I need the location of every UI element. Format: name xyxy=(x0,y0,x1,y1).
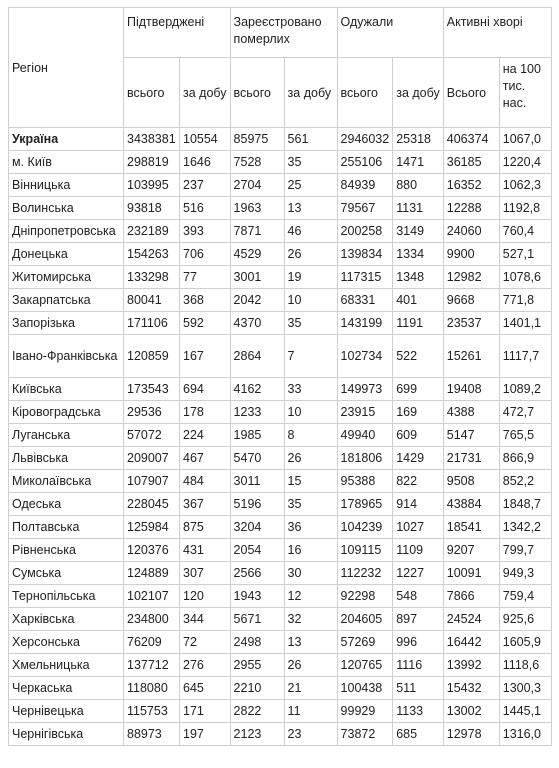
table-row xyxy=(9,654,552,677)
deaths-per-day-cell: 11 xyxy=(284,700,337,723)
table-row xyxy=(9,562,552,585)
deaths-total-cell: 2042 xyxy=(230,289,284,312)
deaths-per-day-cell: 35 xyxy=(284,151,337,174)
header-deaths-per-day: за добу xyxy=(284,58,337,128)
active-total-cell: 24060 xyxy=(443,220,499,243)
recovered-per-day-cell: 511 xyxy=(393,677,444,700)
table-row xyxy=(9,631,552,654)
deaths-total-cell: 2566 xyxy=(230,562,284,585)
confirmed-total-cell: 125984 xyxy=(124,516,180,539)
deaths-per-day-cell: 36 xyxy=(284,516,337,539)
deaths-per-day-cell: 15 xyxy=(284,470,337,493)
deaths-per-day-cell: 12 xyxy=(284,585,337,608)
confirmed-per-day-cell: 224 xyxy=(180,424,231,447)
confirmed-per-day-cell: 431 xyxy=(180,539,231,562)
confirmed-per-day-cell: 307 xyxy=(180,562,231,585)
recovered-total-cell: 104239 xyxy=(337,516,393,539)
recovered-per-day-cell: 1348 xyxy=(393,266,444,289)
recovered-per-day-cell: 897 xyxy=(393,608,444,631)
confirmed-total-cell: 93818 xyxy=(124,197,180,220)
active-per-100k-cell: 1192,8 xyxy=(499,197,551,220)
recovered-total-cell: 79567 xyxy=(337,197,393,220)
confirmed-per-day-cell: 516 xyxy=(180,197,231,220)
table-row xyxy=(9,700,552,723)
table-row xyxy=(9,585,552,608)
active-per-100k-cell: 1605,9 xyxy=(499,631,551,654)
deaths-total-cell: 4529 xyxy=(230,243,284,266)
active-total-cell: 9900 xyxy=(443,243,499,266)
recovered-per-day-cell: 1131 xyxy=(393,197,444,220)
table-row xyxy=(9,447,552,470)
confirmed-per-day-cell: 467 xyxy=(180,447,231,470)
active-total-cell: 7866 xyxy=(443,585,499,608)
region-cell: Івано-Франківська xyxy=(9,335,124,378)
confirmed-total-cell: 298819 xyxy=(124,151,180,174)
recovered-per-day-cell: 685 xyxy=(393,723,444,746)
table-row xyxy=(9,539,552,562)
active-total-cell: 12288 xyxy=(443,197,499,220)
confirmed-per-day-cell: 393 xyxy=(180,220,231,243)
region-cell: Харківська xyxy=(9,608,124,631)
active-total-cell: 23537 xyxy=(443,312,499,335)
region-cell: Луганська xyxy=(9,424,124,447)
deaths-total-cell: 3011 xyxy=(230,470,284,493)
recovered-per-day-cell: 1133 xyxy=(393,700,444,723)
recovered-per-day-cell: 1227 xyxy=(393,562,444,585)
confirmed-total-cell: 118080 xyxy=(124,677,180,700)
recovered-total-cell: 143199 xyxy=(337,312,393,335)
active-per-100k-cell: 1067,0 xyxy=(499,128,551,151)
region-cell: Полтавська xyxy=(9,516,124,539)
confirmed-total-cell: 209007 xyxy=(124,447,180,470)
confirmed-per-day-cell: 875 xyxy=(180,516,231,539)
region-cell: Чернігівська xyxy=(9,723,124,746)
active-total-cell: 16442 xyxy=(443,631,499,654)
recovered-total-cell: 112232 xyxy=(337,562,393,585)
active-per-100k-cell: 1445,1 xyxy=(499,700,551,723)
recovered-per-day-cell: 3149 xyxy=(393,220,444,243)
active-per-100k-cell: 1089,2 xyxy=(499,378,551,401)
deaths-total-cell: 3001 xyxy=(230,266,284,289)
active-per-100k-cell: 527,1 xyxy=(499,243,551,266)
active-total-cell: 5147 xyxy=(443,424,499,447)
region-cell: м. Київ xyxy=(9,151,124,174)
table-row xyxy=(9,516,552,539)
recovered-per-day-cell: 1334 xyxy=(393,243,444,266)
deaths-total-cell: 2054 xyxy=(230,539,284,562)
active-total-cell: 13002 xyxy=(443,700,499,723)
region-cell: Житомирська xyxy=(9,266,124,289)
region-cell: Київська xyxy=(9,378,124,401)
table-row xyxy=(9,424,552,447)
table-row xyxy=(9,677,552,700)
deaths-total-cell: 5470 xyxy=(230,447,284,470)
deaths-per-day-cell: 26 xyxy=(284,447,337,470)
confirmed-per-day-cell: 178 xyxy=(180,401,231,424)
confirmed-per-day-cell: 645 xyxy=(180,677,231,700)
region-cell: Дніпропетровська xyxy=(9,220,124,243)
header-active-per-100k: на 100 тис. нас. xyxy=(499,58,551,128)
table-row xyxy=(9,174,552,197)
confirmed-per-day-cell: 171 xyxy=(180,700,231,723)
header-deaths: Зареєстровано померлих xyxy=(230,8,337,58)
header-recovered-total: всього xyxy=(337,58,393,128)
header-deaths-total: всього xyxy=(230,58,284,128)
active-total-cell: 9668 xyxy=(443,289,499,312)
header-recovered-per-day: за добу xyxy=(393,58,444,128)
table-row xyxy=(9,197,552,220)
deaths-per-day-cell: 35 xyxy=(284,493,337,516)
recovered-total-cell: 200258 xyxy=(337,220,393,243)
table-row-total xyxy=(9,128,552,151)
recovered-per-day-cell: 880 xyxy=(393,174,444,197)
active-total-cell: 406374 xyxy=(443,128,499,151)
active-per-100k-cell: 765,5 xyxy=(499,424,551,447)
recovered-total-cell: 117315 xyxy=(337,266,393,289)
recovered-total-cell: 204605 xyxy=(337,608,393,631)
confirmed-per-day-cell: 10554 xyxy=(180,128,231,151)
table-row xyxy=(9,493,552,516)
active-total-cell: 10091 xyxy=(443,562,499,585)
recovered-total-cell: 99929 xyxy=(337,700,393,723)
active-total-cell: 21731 xyxy=(443,447,499,470)
confirmed-total-cell: 124889 xyxy=(124,562,180,585)
confirmed-per-day-cell: 237 xyxy=(180,174,231,197)
confirmed-total-cell: 234800 xyxy=(124,608,180,631)
recovered-per-day-cell: 996 xyxy=(393,631,444,654)
recovered-per-day-cell: 25318 xyxy=(393,128,444,151)
recovered-total-cell: 2946032 xyxy=(337,128,393,151)
confirmed-per-day-cell: 120 xyxy=(180,585,231,608)
header-confirmed-per-day: за добу xyxy=(180,58,231,128)
deaths-total-cell: 5671 xyxy=(230,608,284,631)
region-cell: Україна xyxy=(9,128,124,151)
recovered-total-cell: 120765 xyxy=(337,654,393,677)
confirmed-per-day-cell: 592 xyxy=(180,312,231,335)
deaths-total-cell: 5196 xyxy=(230,493,284,516)
table-row xyxy=(9,266,552,289)
active-per-100k-cell: 949,3 xyxy=(499,562,551,585)
table-row xyxy=(9,151,552,174)
deaths-total-cell: 1233 xyxy=(230,401,284,424)
recovered-total-cell: 178965 xyxy=(337,493,393,516)
recovered-per-day-cell: 401 xyxy=(393,289,444,312)
deaths-total-cell: 2498 xyxy=(230,631,284,654)
recovered-per-day-cell: 1191 xyxy=(393,312,444,335)
deaths-per-day-cell: 25 xyxy=(284,174,337,197)
deaths-total-cell: 2704 xyxy=(230,174,284,197)
deaths-per-day-cell: 21 xyxy=(284,677,337,700)
active-total-cell: 9508 xyxy=(443,470,499,493)
region-cell: Вінницька xyxy=(9,174,124,197)
active-total-cell: 12978 xyxy=(443,723,499,746)
recovered-total-cell: 100438 xyxy=(337,677,393,700)
recovered-per-day-cell: 1027 xyxy=(393,516,444,539)
recovered-per-day-cell: 699 xyxy=(393,378,444,401)
recovered-total-cell: 68331 xyxy=(337,289,393,312)
recovered-total-cell: 57269 xyxy=(337,631,393,654)
active-per-100k-cell: 799,7 xyxy=(499,539,551,562)
confirmed-total-cell: 137712 xyxy=(124,654,180,677)
recovered-per-day-cell: 1109 xyxy=(393,539,444,562)
deaths-per-day-cell: 32 xyxy=(284,608,337,631)
recovered-per-day-cell: 1429 xyxy=(393,447,444,470)
confirmed-total-cell: 3438381 xyxy=(124,128,180,151)
deaths-total-cell: 3204 xyxy=(230,516,284,539)
confirmed-total-cell: 88973 xyxy=(124,723,180,746)
active-total-cell: 4388 xyxy=(443,401,499,424)
active-per-100k-cell: 1117,7 xyxy=(499,335,551,378)
region-cell: Волинська xyxy=(9,197,124,220)
confirmed-total-cell: 133298 xyxy=(124,266,180,289)
deaths-total-cell: 1943 xyxy=(230,585,284,608)
confirmed-per-day-cell: 484 xyxy=(180,470,231,493)
confirmed-per-day-cell: 344 xyxy=(180,608,231,631)
recovered-per-day-cell: 1471 xyxy=(393,151,444,174)
confirmed-total-cell: 171106 xyxy=(124,312,180,335)
confirmed-per-day-cell: 167 xyxy=(180,335,231,378)
deaths-per-day-cell: 19 xyxy=(284,266,337,289)
active-total-cell: 15261 xyxy=(443,335,499,378)
active-per-100k-cell: 1062,3 xyxy=(499,174,551,197)
confirmed-total-cell: 154263 xyxy=(124,243,180,266)
header-recovered: Одужали xyxy=(337,8,443,58)
active-total-cell: 18541 xyxy=(443,516,499,539)
active-per-100k-cell: 1220,4 xyxy=(499,151,551,174)
deaths-per-day-cell: 561 xyxy=(284,128,337,151)
confirmed-total-cell: 103995 xyxy=(124,174,180,197)
recovered-total-cell: 139834 xyxy=(337,243,393,266)
recovered-total-cell: 102734 xyxy=(337,335,393,378)
confirmed-total-cell: 76209 xyxy=(124,631,180,654)
active-per-100k-cell: 1118,6 xyxy=(499,654,551,677)
active-total-cell: 43884 xyxy=(443,493,499,516)
header-active-total: Всього xyxy=(443,58,499,128)
active-per-100k-cell: 771,8 xyxy=(499,289,551,312)
table-row xyxy=(9,378,552,401)
confirmed-total-cell: 120376 xyxy=(124,539,180,562)
region-cell: Чернівецька xyxy=(9,700,124,723)
region-cell: Миколаївська xyxy=(9,470,124,493)
deaths-total-cell: 4370 xyxy=(230,312,284,335)
active-total-cell: 36185 xyxy=(443,151,499,174)
recovered-per-day-cell: 169 xyxy=(393,401,444,424)
confirmed-per-day-cell: 367 xyxy=(180,493,231,516)
region-cell: Запорізька xyxy=(9,312,124,335)
confirmed-per-day-cell: 77 xyxy=(180,266,231,289)
confirmed-total-cell: 80041 xyxy=(124,289,180,312)
confirmed-total-cell: 115753 xyxy=(124,700,180,723)
recovered-total-cell: 73872 xyxy=(337,723,393,746)
confirmed-per-day-cell: 72 xyxy=(180,631,231,654)
confirmed-total-cell: 173543 xyxy=(124,378,180,401)
active-per-100k-cell: 1078,6 xyxy=(499,266,551,289)
active-per-100k-cell: 1848,7 xyxy=(499,493,551,516)
table-row xyxy=(9,312,552,335)
confirmed-per-day-cell: 197 xyxy=(180,723,231,746)
covid-stats-table xyxy=(8,7,552,746)
recovered-total-cell: 109115 xyxy=(337,539,393,562)
recovered-total-cell: 92298 xyxy=(337,585,393,608)
deaths-total-cell: 1985 xyxy=(230,424,284,447)
active-total-cell: 13992 xyxy=(443,654,499,677)
deaths-total-cell: 2210 xyxy=(230,677,284,700)
recovered-per-day-cell: 822 xyxy=(393,470,444,493)
confirmed-per-day-cell: 706 xyxy=(180,243,231,266)
deaths-per-day-cell: 10 xyxy=(284,289,337,312)
active-per-100k-cell: 925,6 xyxy=(499,608,551,631)
recovered-total-cell: 84939 xyxy=(337,174,393,197)
active-per-100k-cell: 472,7 xyxy=(499,401,551,424)
deaths-per-day-cell: 30 xyxy=(284,562,337,585)
recovered-per-day-cell: 1116 xyxy=(393,654,444,677)
recovered-total-cell: 149973 xyxy=(337,378,393,401)
deaths-per-day-cell: 8 xyxy=(284,424,337,447)
deaths-total-cell: 2864 xyxy=(230,335,284,378)
recovered-total-cell: 181806 xyxy=(337,447,393,470)
deaths-total-cell: 2123 xyxy=(230,723,284,746)
confirmed-total-cell: 102107 xyxy=(124,585,180,608)
table-row xyxy=(9,243,552,266)
region-cell: Черкаська xyxy=(9,677,124,700)
region-cell: Кіровоградська xyxy=(9,401,124,424)
deaths-total-cell: 2822 xyxy=(230,700,284,723)
confirmed-total-cell: 29536 xyxy=(124,401,180,424)
deaths-per-day-cell: 33 xyxy=(284,378,337,401)
confirmed-per-day-cell: 1646 xyxy=(180,151,231,174)
region-cell: Хмельницька xyxy=(9,654,124,677)
active-total-cell: 24524 xyxy=(443,608,499,631)
region-cell: Херсонська xyxy=(9,631,124,654)
confirmed-per-day-cell: 368 xyxy=(180,289,231,312)
table-row xyxy=(9,401,552,424)
table-row xyxy=(9,608,552,631)
active-total-cell: 16352 xyxy=(443,174,499,197)
deaths-total-cell: 7871 xyxy=(230,220,284,243)
active-total-cell: 15432 xyxy=(443,677,499,700)
deaths-total-cell: 2955 xyxy=(230,654,284,677)
deaths-per-day-cell: 16 xyxy=(284,539,337,562)
table-row xyxy=(9,289,552,312)
recovered-per-day-cell: 609 xyxy=(393,424,444,447)
region-cell: Тернопільська xyxy=(9,585,124,608)
active-per-100k-cell: 1401,1 xyxy=(499,312,551,335)
deaths-per-day-cell: 35 xyxy=(284,312,337,335)
recovered-total-cell: 23915 xyxy=(337,401,393,424)
active-per-100k-cell: 1316,0 xyxy=(499,723,551,746)
header-confirmed: Підтверджені xyxy=(124,8,231,58)
deaths-per-day-cell: 23 xyxy=(284,723,337,746)
confirmed-total-cell: 57072 xyxy=(124,424,180,447)
confirmed-total-cell: 107907 xyxy=(124,470,180,493)
active-per-100k-cell: 1300,3 xyxy=(499,677,551,700)
recovered-per-day-cell: 914 xyxy=(393,493,444,516)
deaths-per-day-cell: 10 xyxy=(284,401,337,424)
header-confirmed-total: всього xyxy=(124,58,180,128)
table-row xyxy=(9,335,552,378)
active-per-100k-cell: 759,4 xyxy=(499,585,551,608)
region-cell: Донецька xyxy=(9,243,124,266)
deaths-per-day-cell: 13 xyxy=(284,197,337,220)
recovered-total-cell: 255106 xyxy=(337,151,393,174)
recovered-per-day-cell: 548 xyxy=(393,585,444,608)
deaths-total-cell: 85975 xyxy=(230,128,284,151)
recovered-total-cell: 95388 xyxy=(337,470,393,493)
region-cell: Одеська xyxy=(9,493,124,516)
active-total-cell: 9207 xyxy=(443,539,499,562)
confirmed-total-cell: 228045 xyxy=(124,493,180,516)
active-per-100k-cell: 760,4 xyxy=(499,220,551,243)
deaths-per-day-cell: 26 xyxy=(284,654,337,677)
deaths-per-day-cell: 13 xyxy=(284,631,337,654)
table-row xyxy=(9,470,552,493)
table-row xyxy=(9,220,552,243)
confirmed-per-day-cell: 276 xyxy=(180,654,231,677)
header-active: Активні хворі xyxy=(443,8,551,58)
active-per-100k-cell: 1342,2 xyxy=(499,516,551,539)
region-cell: Рівненська xyxy=(9,539,124,562)
active-total-cell: 12982 xyxy=(443,266,499,289)
active-per-100k-cell: 866,9 xyxy=(499,447,551,470)
confirmed-total-cell: 232189 xyxy=(124,220,180,243)
region-cell: Закарпатська xyxy=(9,289,124,312)
deaths-total-cell: 4162 xyxy=(230,378,284,401)
confirmed-per-day-cell: 694 xyxy=(180,378,231,401)
header-region: Регіон xyxy=(9,8,124,128)
deaths-total-cell: 7528 xyxy=(230,151,284,174)
deaths-per-day-cell: 46 xyxy=(284,220,337,243)
deaths-per-day-cell: 26 xyxy=(284,243,337,266)
deaths-total-cell: 1963 xyxy=(230,197,284,220)
active-per-100k-cell: 852,2 xyxy=(499,470,551,493)
recovered-total-cell: 49940 xyxy=(337,424,393,447)
active-total-cell: 19408 xyxy=(443,378,499,401)
region-cell: Сумська xyxy=(9,562,124,585)
confirmed-total-cell: 120859 xyxy=(124,335,180,378)
deaths-per-day-cell: 7 xyxy=(284,335,337,378)
table-row xyxy=(9,723,552,746)
recovered-per-day-cell: 522 xyxy=(393,335,444,378)
region-cell: Львівська xyxy=(9,447,124,470)
